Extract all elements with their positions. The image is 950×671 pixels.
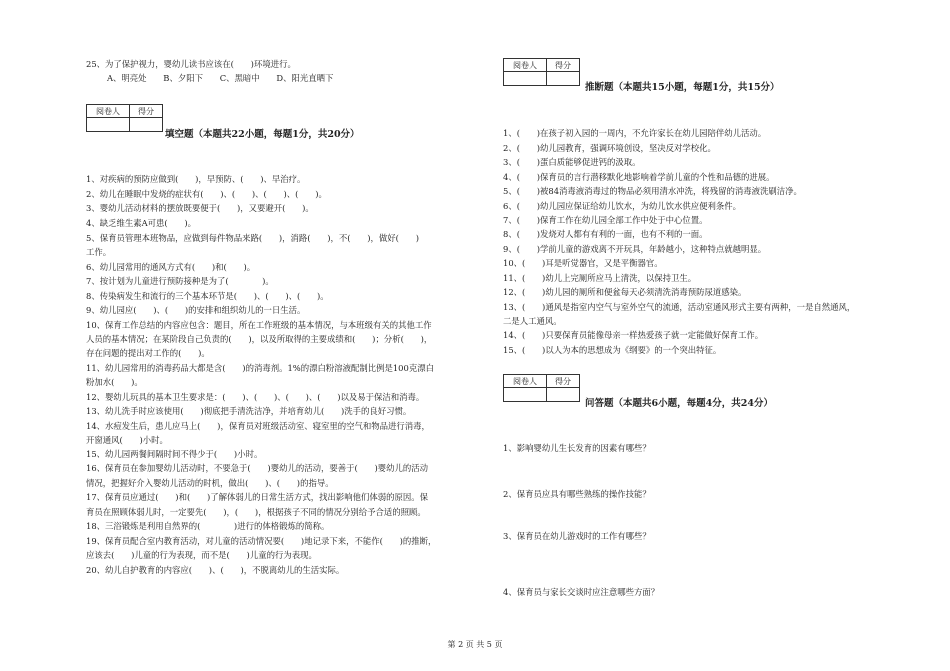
reviewer-cell[interactable]: [504, 388, 547, 402]
reviewer-label: 阅卷人: [504, 375, 547, 388]
judge-line: 1、( )在孩子初入园的一周内，不允许家长在幼儿园陪伴幼儿活动。: [503, 128, 767, 138]
fill-line: 2、幼儿在睡眠中发烧的症状有( )、( )、( )、( )。: [86, 189, 327, 199]
qa-question: 2、保育员应具有哪些熟练的操作技能？: [503, 489, 651, 499]
judge-line: 12、( )幼儿园的厕所和便盆每天必须清洗消毒预防尿道感染。: [503, 287, 747, 297]
score-cell[interactable]: [547, 388, 580, 402]
fill-line: 12、婴幼儿玩具的基本卫生要求是：( )、( )、( )、( )以及易于保洁和消毒。: [86, 392, 425, 402]
reviewer-label: 阅卷人: [504, 59, 547, 72]
fill-line: 20、幼儿自护教育的内容应( )、( )，不脱离幼儿的生活实际。: [86, 565, 345, 575]
qa-title: 问答题（本题共6小题，每题4分，共24分）: [585, 398, 773, 409]
score-label: 得分: [547, 375, 580, 388]
fill-line: 7、按计划为儿童进行预防接种是为了( )。: [86, 276, 274, 286]
qa-question: 1、影响婴幼儿生长发育的因素有哪些？: [503, 443, 651, 453]
judge-line: 13、( )通风是指室内空气与室外空气的流通，活动室通风形式主要有两种，一是自然通风，: [503, 302, 856, 312]
judge-line: 3、( )蛋白质能够促进钙的汲取。: [503, 157, 641, 167]
score-box-judge: [503, 58, 580, 86]
fill-line: 人员的基本情况；在某阶段自己负责的( )，以及所取得的主要成绩和( )；分析( )，: [86, 334, 433, 344]
score-label: 得分: [130, 105, 163, 118]
fill-line: 10、保育工作总结的内容应包含：题目，所在工作班级的基本情况，与本班级有关的其他工作: [86, 320, 432, 330]
judge-line: 8、( )发烧对人都有有利的一面，也有不利的一面。: [503, 229, 708, 239]
judge-line: 15、( )以人为本的思想成为《纲要》的一个突出特征。: [503, 345, 722, 355]
judge-line: 2、( )幼儿园教育，强调环境创设，坚决反对学校化。: [503, 143, 716, 153]
fill-line: 5、保育员管理本班物品，应做到每件物品来路( )，消路( )，不( )，做好( ): [86, 233, 419, 243]
qa-question: 4、保育员与家长交谈时应注意哪些方面？: [503, 587, 660, 597]
judge-title: 推断题（本题共15小题，每题1分，共15分）: [585, 82, 780, 93]
score-box-fill: [86, 104, 163, 132]
fill-blank-title: 填空题（本题共22小题，每题1分，共20分）: [165, 129, 360, 140]
judge-line: 6、( )幼儿园应保证给幼儿饮水，为幼儿饮水供应便利条件。: [503, 201, 741, 211]
score-cell[interactable]: [547, 72, 580, 86]
judge-line: 5、( )被84消毒液消毒过的物品必须用清水冲洗，将残留的消毒液洗刷洁净。: [503, 186, 802, 196]
fill-line: 8、传染病发生和流行的三个基本环节是( )、( )、( )。: [86, 291, 329, 301]
fill-line: 存在问题的提出对工作的( )。: [86, 348, 210, 358]
score-box-qa: [503, 374, 580, 402]
reviewer-cell[interactable]: [87, 118, 130, 132]
judge-line: 4、( )保育员的言行潜移默化地影响着学前儿童的个性和品德的进展。: [503, 172, 775, 182]
fill-line: 11、幼儿园常用的消毒药品大都是含( )的消毒剂。1%的漂白粉溶液配制比例是100克漂白: [86, 363, 434, 373]
judge-line: 10、( )耳是听觉器官，又是平衡器官。: [503, 258, 663, 268]
page-footer: 第 2 页 共 5 页: [447, 640, 503, 649]
reviewer-label: 阅卷人: [87, 105, 130, 118]
judge-line: 二是人工通风。: [503, 316, 562, 326]
judge-line: 11、( )幼儿上完厕所应马上清洗，以保持卫生。: [503, 273, 697, 283]
qa-question: 3、保育员在幼儿游戏时的工作有哪些？: [503, 531, 651, 541]
fill-line: 应该去( )儿童的行为表现，而不是( )儿童的行为表现。: [86, 550, 317, 560]
fill-line: 4、缺乏维生素A可患( )。: [86, 218, 197, 228]
score-label: 得分: [547, 59, 580, 72]
fill-line: 情况，把握好介入婴幼儿活动的时机，做出( )、( )的指导。: [86, 478, 334, 488]
fill-line: 粉加水( )。: [86, 377, 143, 387]
fill-line: 3、婴幼儿活动材料的摆放既要便于( )，又要避开( )。: [86, 203, 314, 213]
fill-line: 1、对疾病的预防应做到( )，早预防、( )、早治疗。: [86, 174, 306, 184]
fill-line: 6、幼儿园常用的通风方式有( )和( )。: [86, 262, 256, 272]
q25-options: A、明亮处 B、夕阳下 C、黑暗中 D、阳光直晒下: [107, 73, 334, 83]
fill-line: 19、保育员配合室内教育活动，对儿童的活动情况要( )地记录下来，不能作( )的推断，: [86, 536, 437, 546]
fill-line: 17、保育员应通过( )和( )了解体弱儿的日常生活方式，找出影响他们体弱的原因。保: [86, 492, 428, 502]
fill-line: 14、水痘发生后，患儿应马上( )，保育员对班级活动室、寝室里的空气和物品进行消毒，: [86, 421, 430, 431]
fill-line: 13、幼儿洗手时应该使用( )彻底把手清洗洁净，并培育幼儿( )洗手的良好习惯。: [86, 406, 412, 416]
judge-line: 7、( )保育工作在幼儿园全部工作中处于中心位置。: [503, 215, 708, 225]
fill-line: 9、幼儿园应( )、( )的安排和组织幼儿的一日生活。: [86, 305, 306, 315]
reviewer-cell[interactable]: [504, 72, 547, 86]
fill-line: 工作。: [86, 247, 112, 257]
fill-line: 15、幼儿园两餐间隔时间不得少于( )小时。: [86, 449, 263, 459]
judge-line: 14、( )只要保育员能像母亲一样热爱孩子就一定能做好保育工作。: [503, 330, 764, 340]
q25-stem: 25、为了保护视力，婴幼儿读书应该在( )环境进行。: [86, 59, 296, 69]
fill-line: 育员在照顾体弱儿时，一定要先( )，( )，根据孩子不同的情况分别给予合适的照顾。: [86, 507, 426, 517]
fill-line: 开窗通风( )小时。: [86, 435, 168, 445]
fill-line: 16、保育员在参加婴幼儿活动时，不要急于( )婴幼儿的活动，要善于( )婴幼儿的活动: [86, 463, 428, 473]
fill-line: 18、三浴锻炼是利用自然界的( )进行的体格锻炼的简称。: [86, 521, 330, 531]
judge-line: 9、( )学前儿童的游戏离不开玩具，年龄越小，这种特点就越明显。: [503, 244, 767, 254]
score-cell[interactable]: [130, 118, 163, 132]
